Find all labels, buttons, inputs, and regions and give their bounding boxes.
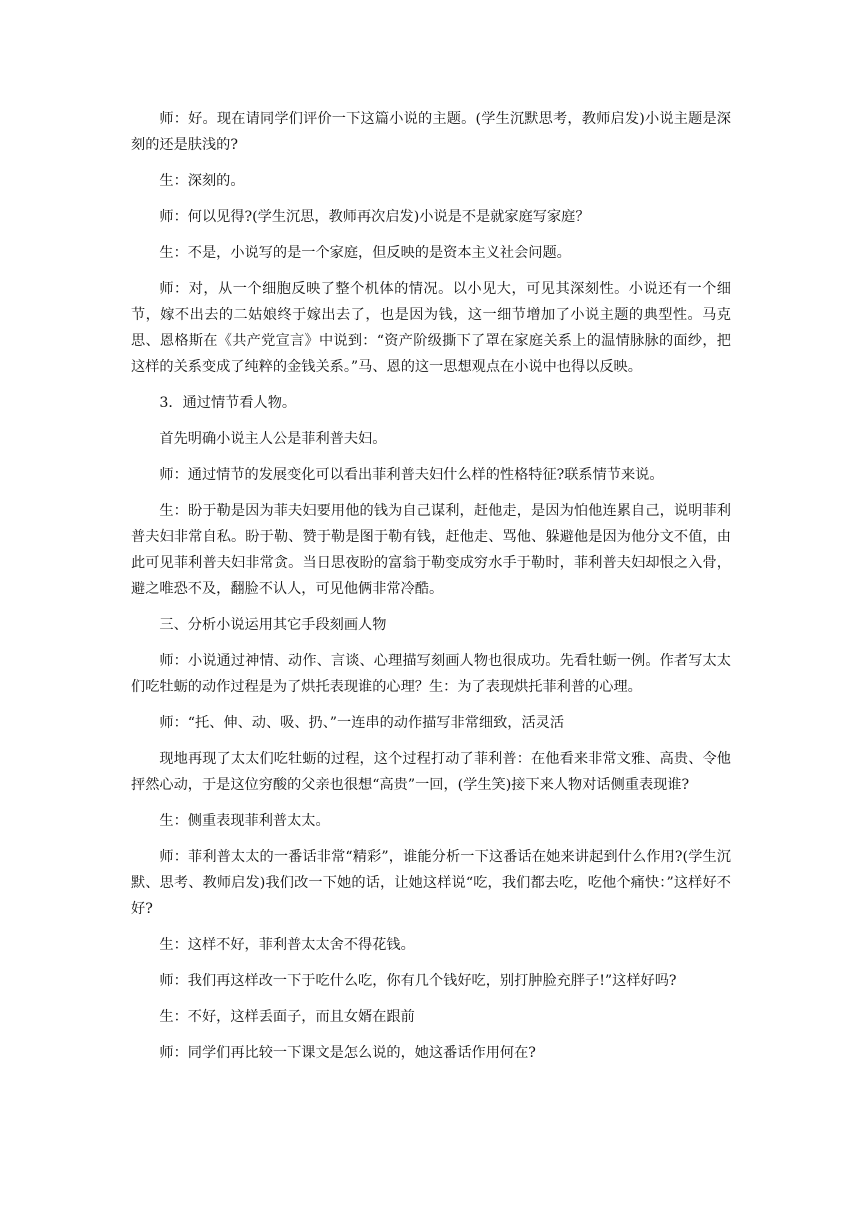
section-heading-three: 三、分析小说运用其它手段刻画人物 <box>159 617 387 633</box>
paragraph-12: 师：“托、伸、动、吸、扔、”一连串的动作描写非常细致，活灵活 <box>159 715 565 731</box>
paragraph-15: 师：菲利普太太的一番话非常“精彩”，谁能分析一下这番话在她来讲起到什么作用?(学生沉默、思考、教师启发)我们改一下她的话，让她这样说“吃，我们都去吃，吃他个痛快：”这样好不好? <box>131 849 731 917</box>
paragraph-13: 现地再现了太太们吃牡蛎的过程，这个过程打动了菲利普：在他看来非常文雅、高贵、令他抨然心动，于是这位穷酸的父亲也很想“高贵”一回，(学生笑)接下来人物对话侧重表现谁? <box>131 751 731 793</box>
paragraph-9: 生：盼于勒是因为菲夫妇要用他的钱为自己谋利，赶他走，是因为怕他连累自己，说明菲利普夫妇非常自私。盼于勒、赞于勒是图于勒有钱，赶他走、骂他、躲避他是因为他分文不值，由此可见菲利普夫妇非常贪。当日思夜盼的富翁于勒变成穷水手于勒时，菲利普夫妇却恨之入骨，避之唯恐不及，翻脸不认人，可见他俩非常冷酷。 <box>131 503 731 597</box>
paragraph-8: 师：通过情节的发展变化可以看出菲利普夫妇什么样的性格特征?联系情节来说。 <box>159 467 664 483</box>
paragraph-19: 师：同学们再比较一下课文是怎么说的，她这番话作用何在? <box>159 1045 536 1061</box>
paragraph-2: 生：深刻的。 <box>159 173 245 189</box>
paragraph-4: 生：不是，小说写的是一个家庭，但反映的是资本主义社会问题。 <box>159 245 571 261</box>
section-heading-3: 3．通过情节看人物。 <box>159 395 297 411</box>
paragraph-7: 首先明确小说主人公是菲利普夫妇。 <box>159 431 387 447</box>
paragraph-14: 生：侧重表现菲利普太太。 <box>159 813 330 829</box>
paragraph-17: 师：我们再这样改一下于吃什么吃，你有几个钱好吃，别打肿脸充胖子!”这样好吗? <box>159 973 677 989</box>
paragraph-3: 师：何以见得?(学生沉思，教师再次启发)小说是不是就家庭写家庭？ <box>159 209 590 225</box>
paragraph-5: 师：对，从一个细胞反映了整个机体的情况。以小见大，可见其深刻性。小说还有一个细节，嫁不出去的二姑娘终于嫁出去了，也是因为钱，这一细节增加了小说主题的典型性。马克思、恩格斯在《共产党宣言》中说到：“资产阶级撕下了罩在家庭关系上的温情脉脉的面纱，把这样的关系变成了纯粹的金钱关系。”马、恩的这一思想观点在小说中也得以反映。 <box>131 281 731 375</box>
paragraph-16: 生：这样不好，菲利普太太舍不得花钱。 <box>159 937 415 953</box>
paragraph-1: 师：好。现在请同学们评价一下这篇小说的主题。(学生沉默思考，教师启发)小说主题是深刻的还是肤浅的? <box>131 111 731 153</box>
paragraph-18: 生：不好，这样丢面子，而且女婿在跟前 <box>159 1009 415 1025</box>
paragraph-11: 师：小说通过神情、动作、言谈、心理描写刻画人物也很成功。先看牡蛎一例。作者写太太们吃牡蛎的动作过程是为了烘托表现谁的心理？生：为了表现烘托菲利普的心理。 <box>131 653 731 695</box>
document-body <box>131 106 731 1076</box>
